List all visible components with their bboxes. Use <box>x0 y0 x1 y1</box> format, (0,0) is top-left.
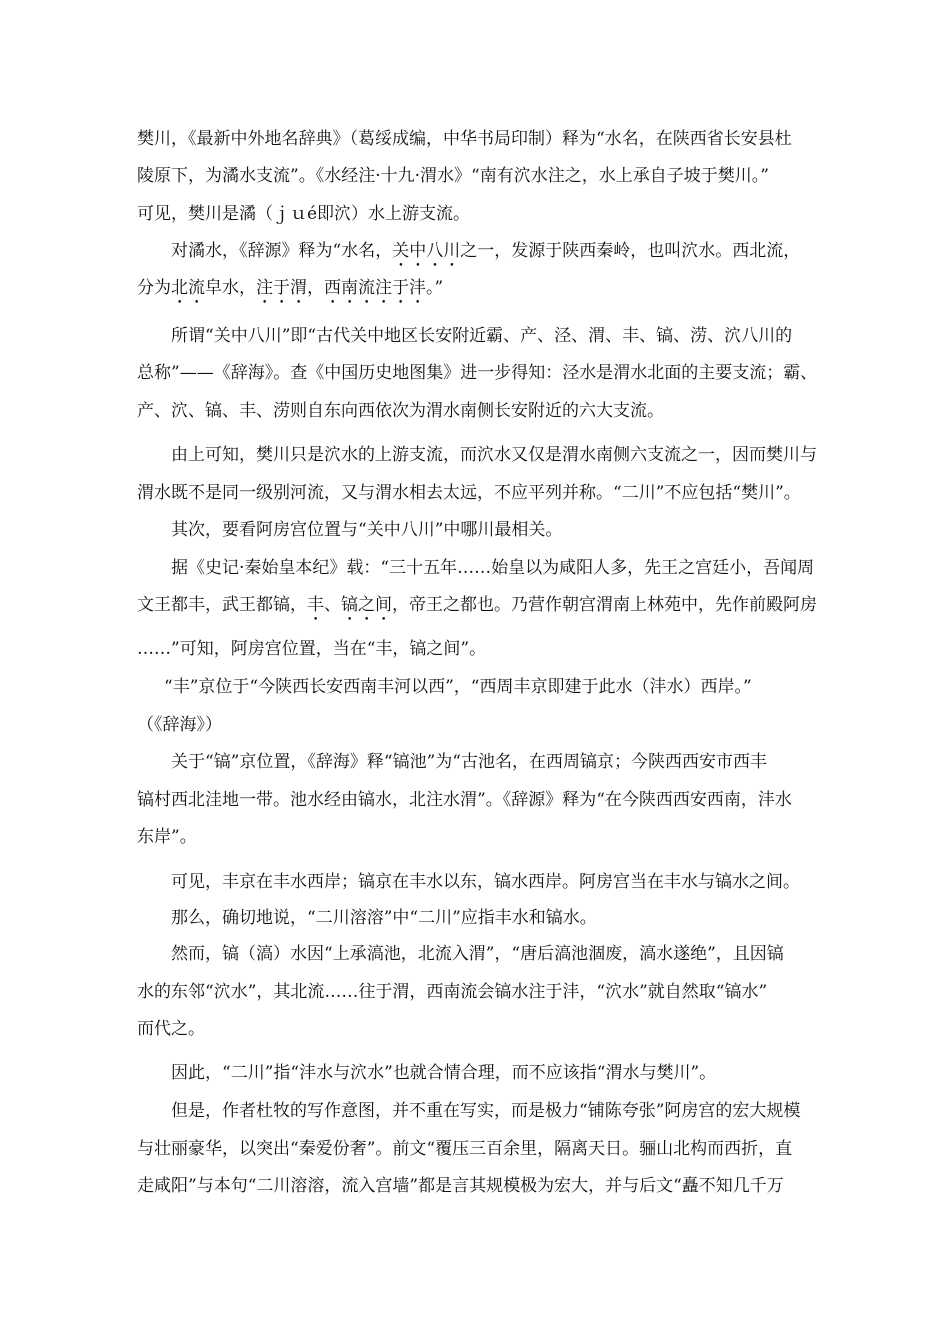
text-segment: 之一，发源于陕西秦岭，也叫泬水。西北流， <box>460 241 801 261</box>
text-line: 东岸”。 <box>137 827 197 847</box>
text-line <box>137 277 837 308</box>
text-line: 那么，确切地说，“二川溶溶”中“二川”应指丰水和镐水。 <box>171 908 597 928</box>
text-line: 水的东邻“泬水”，其北流……往于渭，西南流会镐水注于沣，“泬水”就自然取“镐水” <box>137 982 768 1002</box>
text-line: 总称”——《辞海》。查《中国历史地图集》进一步得知：泾水是渭水北面的主要支流；霸、 <box>137 363 818 383</box>
text-line <box>171 240 837 271</box>
text-line: 陵原下，为潏水支流”。《水经注·十九·渭水》“南有泬水注之，水上承自子坡于樊川。” <box>137 166 769 186</box>
text-line: 据《史记·秦始皇本纪》载：“三十五年……始皇以为咸阳人多，先王之宫廷小，吾闻周 <box>171 558 815 578</box>
text-segment: 分为 <box>137 278 171 298</box>
text-segment: 。” <box>426 278 444 298</box>
text-line: 可见，樊川是潏（ｊｕé即泬）水上游支流。 <box>137 204 471 224</box>
emphasis-text: 北流 <box>171 278 205 298</box>
text-line: 由上可知，樊川只是泬水的上游支流，而泬水又仅是渭水南侧六支流之一，因而樊川与 <box>171 445 817 465</box>
text-line: 然而，镐（滈）水因“上承滈池，北流入渭”，“唐后滈池涸废，滈水遂绝”，且因镐 <box>171 944 784 964</box>
text-line: ……”可知，阿房宫位置，当在“丰，镐之间”。 <box>137 639 487 659</box>
text-line: 而代之。 <box>137 1019 205 1039</box>
text-line: 渭水既不是同一级别河流，又与渭水相去太远，不应平列并称。“二川”不应包括“樊川”。 <box>137 483 801 503</box>
text-segment: ， <box>307 278 324 298</box>
text-line: “丰”京位于“今陕西长安西南丰河以西”，“西周丰京即建于此水（沣水）西岸。” <box>164 677 752 697</box>
text-line <box>137 594 837 625</box>
text-line: 因此，“二川”指“沣水与泬水”也就合情合理，而不应该指“渭水与樊川”。 <box>171 1063 717 1083</box>
text-line: 其次，要看阿房宫位置与“关中八川”中哪川最相关。 <box>171 520 563 540</box>
emphasis-text: 西南流注于沣 <box>324 278 426 298</box>
text-line: 走咸阳”与本句“二川溶溶，流入宫墙”都是言其规模极为宏大，并与后文“矗不知几千万 <box>137 1176 784 1196</box>
text-line: 但是，作者杜牧的写作意图，并不重在写实，而是极力“铺陈夸张”阿房宫的宏大规模 <box>171 1101 801 1121</box>
text-segment: ，帝王之都也。乃营作朝宫渭南上林苑中，先作前殿阿房 <box>392 595 817 615</box>
text-segment: 皁水， <box>205 278 256 298</box>
text-segment: 对潏水，《辞源》释为“水名， <box>171 241 393 261</box>
text-line: 与壮丽豪华，以突出“秦爱份奢”。前文“覆压三百余里，隔离天日。骊山北构而西折，直 <box>137 1139 793 1159</box>
text-line: 镐村西北洼地一带。池水经由镐水，北注水渭”。《辞源》释为“在今陕西西安西南，沣水 <box>137 790 792 810</box>
emphasis-text: 注于渭 <box>256 278 307 298</box>
text-segment: 文王都丰，武王都镐， <box>137 595 307 615</box>
text-line: 所谓“关中八川”即“古代关中地区长安附近霸、产、泾、渭、丰、镐、涝、泬八川的 <box>171 326 793 346</box>
text-line: 可见，丰京在丰水西岸；镐京在丰水以东，镐水西岸。阿房宫当在丰水与镐水之间。 <box>171 872 800 892</box>
text-line: 关于“镐”京位置，《辞海》释“镐池”为“古池名，在西周镐京；今陕西西安市西丰 <box>171 752 767 772</box>
text-line: （《辞海》） <box>137 715 222 735</box>
emphasis-text: 关中八川 <box>392 241 461 261</box>
text-line: 产、泬、镐、丰、涝则自东向西依次为渭水南侧长安附近的六大支流。 <box>137 401 664 421</box>
emphasis-text: 丰、镐之间 <box>307 595 392 615</box>
text-line: 樊川，《最新中外地名辞典》（葛绥成编，中华书局印制）释为“水名，在陕西省长安县杜 <box>137 129 792 149</box>
